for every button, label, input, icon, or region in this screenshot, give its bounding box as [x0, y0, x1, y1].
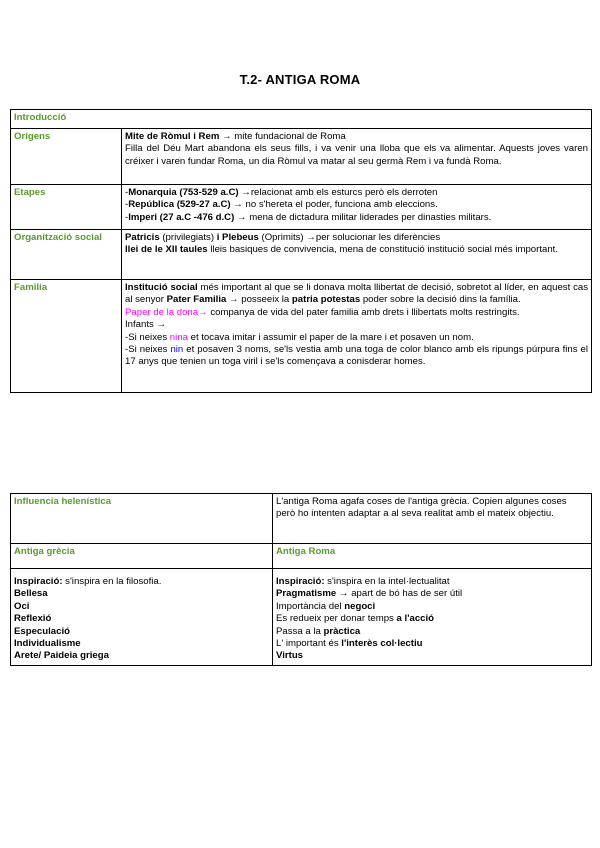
origens-text: Filla del Déu Mart abandona els seus fills, i va venir una lloba que els va alimentar. Aquests joves varen créixer i varen fundar Roma, un dia Ròmul va matar al seu germà Rem i va fundà Roma. — [125, 143, 589, 167]
intro-heading: Introducció — [11, 110, 592, 129]
reflexio-item: Reflexió — [14, 613, 52, 625]
roma-label: Antiga Roma — [273, 544, 592, 569]
origens-content — [122, 129, 592, 185]
grecia-inspiracio-term: Inspiració: — [14, 576, 63, 587]
table-row — [11, 230, 592, 280]
nin-term: nin — [170, 344, 184, 356]
grecia-list — [11, 569, 273, 666]
lleis-term: llei de le XII taules — [125, 244, 208, 256]
nina-term: nina — [169, 331, 188, 343]
negoci-prefix: Importància del — [276, 600, 345, 612]
negoci-term: negoci — [344, 600, 376, 612]
pater-term: Pater Familia — [166, 294, 227, 306]
republica-term: República (529-27 a.C) — [128, 199, 231, 211]
table-row — [11, 129, 592, 185]
monarquia-desc: →relacionat amb els esturcs però els derroten — [238, 187, 438, 198]
potestas-term: patria potestas — [291, 294, 361, 306]
institucio-term: Institució social — [125, 282, 198, 293]
grecia-inspiracio-desc: s'inspira en la filosofia. — [62, 576, 162, 587]
oci-item: Oci — [14, 600, 30, 612]
especulacio-item: Especulació — [14, 625, 70, 637]
roma-inspiracio-desc: s'inspira en la intel·lectualitat — [324, 576, 450, 587]
mite-term: Mite de Ròmul i Rem — [125, 131, 220, 142]
practica-term: pràctica — [323, 625, 361, 637]
republica-desc: → no s'hereta el poder, funciona amb eleccions. — [230, 199, 438, 211]
familia-content — [122, 280, 592, 393]
familia-label: Familia — [11, 280, 122, 393]
interes-prefix: L' important és — [276, 638, 342, 650]
etapes-label: Etapes — [11, 185, 122, 230]
nina-prefix: -Si neixes — [125, 331, 170, 343]
dona-desc: companya de vida del pater familia amb drets i llibertats molts restringits. — [207, 306, 520, 318]
greece-rome-table — [10, 493, 592, 666]
infants-heading: Infants → — [125, 319, 167, 331]
org-social-content — [122, 230, 592, 280]
dona-term: Paper de la dona→ — [125, 306, 208, 318]
roma-list — [273, 569, 592, 666]
grecia-label: Antiga grècia — [11, 544, 273, 569]
patricis-desc: (privilegiats) — [159, 232, 217, 243]
table-row — [11, 494, 592, 544]
etapes-content: -Monarquia (753-529 a.C) →relacionat amb els esturcs però els derroten -República (529-27 a.C) → no s'hereta el poder, funciona amb eleccions. -Imperi (27 a.C -476 d.C) → mena de dictadura militar liderades per dinasties militars. — [122, 185, 592, 230]
org-social-label: Organització social — [11, 230, 122, 280]
imperi-desc: → mena de dictadura militar liderades per dinasties militars. — [234, 211, 492, 223]
accio-prefix: Es redueix per donar temps — [276, 613, 397, 625]
influencia-text: L'antiga Roma agafa coses de l'antiga grècia. Copien algunes coses però ho intenten adaptar a al seva realitat amb el mateix objectiu. — [273, 494, 592, 544]
pragmatisme-desc: → apart de bó has de ser útil — [336, 588, 463, 600]
interes-term: l'interès col·lectiu — [341, 638, 423, 650]
individualisme-item: Individualisme — [14, 638, 81, 650]
rome-summary-table — [10, 109, 592, 393]
nina-desc: et tocava imitar i assumir el paper de la mare i et posaven un nom. — [187, 331, 474, 343]
influencia-label: Influencia helenística — [11, 494, 273, 544]
imperi-term: Imperi (27 a.C -476 d.C) — [128, 211, 235, 223]
monarquia-term: Monarquia (753-529 a.C) — [128, 187, 239, 198]
origens-label: Orígens — [11, 129, 122, 185]
patricis-term: Patricis — [125, 232, 160, 243]
lleis-desc: lleis basiques de convivencia, mena de constitució institució social més important. — [207, 244, 559, 256]
plebeus-desc: (Oprimits) →per solucionar les diferències — [258, 232, 441, 243]
nin-desc: et posaven 3 noms, se'ls vestia amb una toga de color blanco amb els ripungs púrpura fins el 17 anys que tenien un toga viril i se'ls començava a conisderar homes. — [125, 344, 588, 368]
mite-desc: → mite fundacional de Roma — [219, 131, 346, 142]
accio-term: a l'acció — [396, 613, 435, 625]
pater-desc: → posseeix la — [226, 294, 292, 306]
institucio-desc: més important al que se li donava molta llibertat de decisió, sobretot al líder, en aquest cas al senyor — [125, 282, 589, 306]
plebeus-term: i Plebeus — [216, 232, 259, 243]
arete-item: Arete/ Paideia griega — [14, 650, 109, 662]
table-row — [11, 280, 592, 393]
table-row — [11, 185, 592, 230]
virtus-item: Virtus — [276, 650, 304, 662]
table-row — [11, 544, 592, 569]
practica-prefix: Passa a la — [276, 625, 324, 637]
pragmatisme-term: Pragmatisme — [276, 588, 337, 600]
nin-prefix: -Si neixes — [125, 344, 171, 356]
page-title: T.2- ANTIGA ROMA — [239, 72, 361, 87]
bellesa-item: Bellesa — [14, 588, 48, 600]
table-row — [11, 110, 592, 129]
table-row — [11, 569, 592, 666]
roma-inspiracio-term: Inspiració: — [276, 576, 325, 587]
potestas-desc: poder sobre la decisió dins la família. — [360, 294, 521, 306]
